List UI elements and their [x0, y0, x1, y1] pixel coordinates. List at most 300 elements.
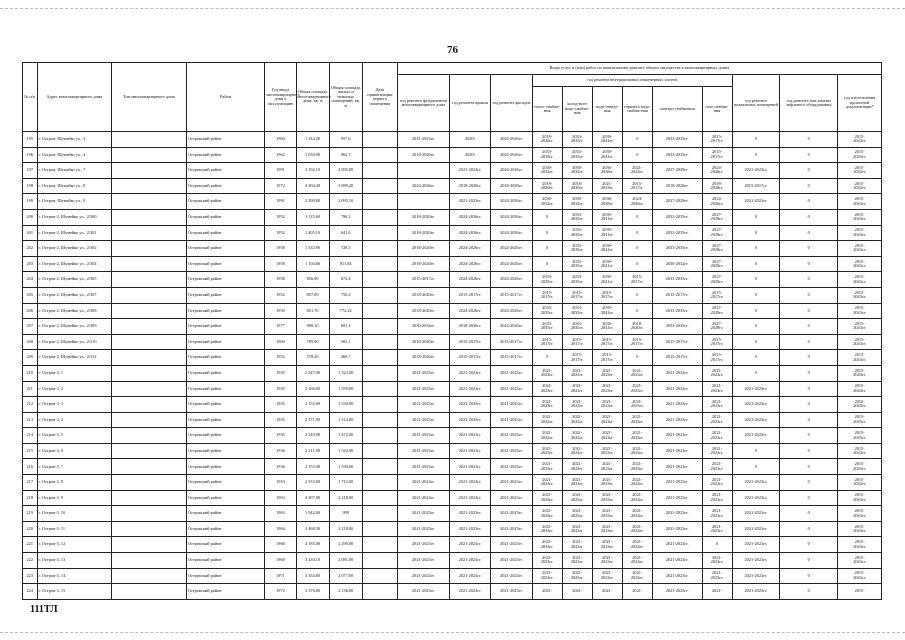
cell-total-area: 578,20 [296, 350, 329, 366]
cell-sewer: 2036- 2038гг. [592, 194, 622, 210]
cell-num: 220 [23, 521, 38, 537]
cell-district: Островский район [186, 225, 265, 241]
cell-gas: 2027- 2029гг. [702, 319, 732, 335]
cell-hot-water: 0 [622, 303, 652, 319]
cell-privatization [362, 350, 397, 366]
cell-basements: 2015-2017гг. [732, 178, 780, 194]
cell-num: 207 [23, 319, 38, 335]
cell-address: г. Остров-3, 5 [37, 428, 112, 444]
cell-address: г. Остров-3, 12 [37, 537, 112, 553]
cell-district: Островский район [186, 568, 265, 584]
cell-sewer: 2021- 2023гг. [592, 178, 622, 194]
cell-cold-water: 2021- 2023гг. [562, 397, 592, 413]
cell-gas: 2015- 2017гг. [702, 334, 732, 350]
cell-heating: 2015- 2017гг. [532, 334, 562, 350]
repair-schedule-table [22, 62, 882, 600]
cell-address: г. Остров-2, Шумейко ул., 2/310 [37, 334, 112, 350]
cell-total-area: 2 533,00 [296, 475, 329, 491]
cell-num: 208 [23, 334, 38, 350]
cell-foundation: 2021-2023гг. [398, 584, 450, 600]
cell-electric: 2015-2017гг. [652, 350, 702, 366]
cell-heating: 2015- 2017гг. [532, 287, 562, 303]
cell-year: 1966 [265, 537, 296, 553]
cell-year: 1960 [265, 334, 296, 350]
cell-electric: 2021-2023гг. [652, 428, 702, 444]
cell-heating: 2021- 2023гг. [532, 506, 562, 522]
cell-sewer: 2021- 2023гг. [592, 537, 622, 553]
cell-type [112, 412, 187, 428]
cell-cold-water: 2021- 2023гг. [562, 506, 592, 522]
cell-district: Островский район [186, 147, 265, 163]
cell-num: 221 [23, 537, 38, 553]
cell-pkd: 2015- 2043гг. [838, 303, 882, 319]
cell-basements: 2021-2023гг. [732, 490, 780, 506]
cell-basements: 0 [732, 443, 780, 459]
cell-facade: 2021-2023гг. [491, 365, 532, 381]
col-header-electric: электро-снабжения [652, 87, 702, 132]
cell-year: 1964 [265, 132, 296, 148]
cell-hot-water: 2021- 2023гг. [622, 537, 652, 553]
cell-year: 1935 [265, 365, 296, 381]
table-row [23, 428, 882, 444]
cell-num: 205 [23, 287, 38, 303]
col-header-elevator: год ремонта или замены лифтового оборудования [780, 75, 838, 132]
cell-living-area: 681,1 [329, 319, 362, 335]
cell-total-area: 2 155,00 [296, 397, 329, 413]
cell-foundation: 2021-2023гг. [398, 521, 450, 537]
cell-pkd: 2015- 2043гг. [838, 537, 882, 553]
cell-roof: 2015-2017гг. [449, 334, 490, 350]
cell-living-area: 565,1 [329, 334, 362, 350]
cell-cold-water: 2021- 2023гг. [562, 568, 592, 584]
cell-cold-water: 2021- 2023гг. [562, 475, 592, 491]
col-header-roof: год ремонта крыши [449, 75, 490, 132]
cell-num: 204 [23, 272, 38, 288]
col-header-year: Год ввода многоквартирного дома в эксплуатацию [265, 63, 296, 132]
cell-type [112, 334, 187, 350]
cell-pkd: 2015- 2043гг. [838, 256, 882, 272]
cell-heating: 2030- 2032гг. [532, 163, 562, 179]
cell-elevator: 0 [780, 287, 838, 303]
cell-foundation: 2018-2020гг. [398, 147, 450, 163]
cell-basements: 0 [732, 132, 780, 148]
cell-facade: 2024-2026гг. [491, 241, 532, 257]
cell-hot-water: 2021- 2023гг. [622, 163, 652, 179]
cell-privatization [362, 132, 397, 148]
cell-facade: 2024-2026гг. [491, 256, 532, 272]
cell-facade: 2021-2023гг. [491, 537, 532, 553]
cell-heating: 2021- 2023гг. [532, 397, 562, 413]
cell-hot-water: 2021- 2023гг. [622, 443, 652, 459]
cell-electric: 2033-2035гг. [652, 303, 702, 319]
cell-cold-water: 2021- 2023гг. [562, 443, 592, 459]
cell-sewer: 2015- 2017гг. [592, 334, 622, 350]
cell-type [112, 287, 187, 303]
cell-elevator: 0 [780, 553, 838, 569]
cell-electric: 2021-2023гг. [652, 412, 702, 428]
cell-gas: 2018- 2020гг. [702, 178, 732, 194]
cell-year: 1991 [265, 163, 296, 179]
cell-year: 1952 [265, 287, 296, 303]
col-header-works-group: Виды услуг и (или) работ по капитальному ремонту общего имущества в многоквартирных домах [398, 63, 882, 75]
cell-num: 200 [23, 209, 38, 225]
cell-sewer: 2021- 2023гг. [592, 475, 622, 491]
cell-heating: 2018- 2020гг. [532, 132, 562, 148]
cell-basements: 2021-2023гг. [732, 568, 780, 584]
cell-elevator: 0 [780, 303, 838, 319]
cell-district: Островский район [186, 287, 265, 303]
cell-roof: 2021-2023гг. [449, 443, 490, 459]
cell-hot-water: 0 [622, 225, 652, 241]
cell-facade: 2021-2023гг. [491, 428, 532, 444]
cell-foundation: 2018-2020гг. [398, 303, 450, 319]
cell-total-area: 4 307,00 [296, 490, 329, 506]
table-row [23, 506, 882, 522]
cell-sewer: 2021- 2023гг. [592, 568, 622, 584]
cell-heating: 2021- 2023гг. [532, 490, 562, 506]
cell-roof: 2024-2026гг. [449, 272, 490, 288]
cell-basements: 2021-2023гг. [732, 475, 780, 491]
cell-heating: 2021- 2023гг. [532, 443, 562, 459]
cell-gas: 2015- 2017гг. [702, 350, 732, 366]
cell-district: Островский район [186, 334, 265, 350]
cell-elevator: 0 [780, 319, 838, 335]
cell-address: г. Остров-2, Шумейко ул., 2/300 [37, 209, 112, 225]
cell-hot-water: 2015- 2017гг. [622, 334, 652, 350]
cell-num: 199 [23, 194, 38, 210]
cell-roof: 2021-2023гг. [449, 381, 490, 397]
cell-foundation: 2018-2020гг. [398, 334, 450, 350]
cell-num: 196 [23, 147, 38, 163]
cell-num: 215 [23, 443, 38, 459]
cell-basements: 2021-2023гг. [732, 428, 780, 444]
cell-type [112, 459, 187, 475]
cell-num: 214 [23, 428, 38, 444]
cell-pkd: 2015- 2043гг. [838, 490, 882, 506]
cell-heating: 2021- 2023гг. [532, 428, 562, 444]
cell-address: г. Остров-2, Шумейко ул., 2/307 [37, 287, 112, 303]
cell-cold-water: 2033- 2035гг. [562, 272, 592, 288]
cell-living-area: 2 136,00 [329, 584, 362, 600]
cell-district: Островский район [186, 209, 265, 225]
cell-district: Островский район [186, 178, 265, 194]
cell-num: 217 [23, 475, 38, 491]
cell-address: г. Остров-2, Шумейко ул., 2/309 [37, 319, 112, 335]
cell-address: г. Остров, Шумейко ул., 9 [37, 194, 112, 210]
cell-privatization [362, 365, 397, 381]
cell-address: г. Остров-3, 6 [37, 443, 112, 459]
cell-electric: 2021-2023гг. [652, 443, 702, 459]
cell-pkd: 2013- 2043гг. [838, 350, 882, 366]
cell-elevator: 0 [780, 147, 838, 163]
cell-heating: 0 [532, 225, 562, 241]
cell-year: 1991 [265, 194, 296, 210]
cell-cold-water: 2021- [562, 584, 592, 600]
cell-foundation: 2018-2020гг. [398, 209, 450, 225]
cell-elevator: 0 [780, 132, 838, 148]
cell-pkd: 2015- 2043гг. [838, 287, 882, 303]
cell-electric: 2033-2035гг. [652, 225, 702, 241]
table-row [23, 584, 882, 600]
table-row [23, 537, 882, 553]
cell-year: 1972 [265, 584, 296, 600]
table-row [23, 475, 882, 491]
cell-sewer: 2021- 2023гг. [592, 521, 622, 537]
cell-privatization [362, 521, 397, 537]
cell-year: 1935 [265, 397, 296, 413]
cell-total-area: 856,90 [296, 272, 329, 288]
cell-living-area: 2 095,10 [329, 194, 362, 210]
cell-gas: 2021- 2023гг. [702, 443, 732, 459]
cell-electric: 2015-2017гг. [652, 287, 702, 303]
cell-electric: 2021-2023гг. [652, 568, 702, 584]
cell-living-area: 3 989,20 [329, 178, 362, 194]
cell-sewer: 2021- 2023гг. [592, 490, 622, 506]
cell-pkd: 2015- 2043гг. [838, 568, 882, 584]
cell-roof: 2021-2023гг. [449, 568, 490, 584]
cell-hot-water: 2021- 2023гг. [622, 412, 652, 428]
cell-address: г. Остров-3, 1 [37, 365, 112, 381]
cell-gas: 2021- 2023гг. [702, 568, 732, 584]
cell-privatization [362, 178, 397, 194]
cell-sewer: 2039- 2041гг. [592, 272, 622, 288]
cell-gas: 0 [702, 537, 732, 553]
cell-privatization [362, 568, 397, 584]
cell-heating: 2021- 2023гг. [532, 475, 562, 491]
cell-elevator: 0 [780, 194, 838, 210]
cell-cold-water: 2021- 2023гг. [562, 365, 592, 381]
cell-roof: 2024-2026гг. [449, 303, 490, 319]
cell-basements: 0 [732, 272, 780, 288]
cell-privatization [362, 194, 397, 210]
cell-roof: 2015-2017гг. [449, 350, 490, 366]
cell-cold-water: 2021- 2023гг. [562, 412, 592, 428]
cell-electric: 2027-2029гг. [652, 194, 702, 210]
cell-facade: 2024-2026гг. [491, 319, 532, 335]
cell-year: 1935 [265, 381, 296, 397]
table-row [23, 521, 882, 537]
cell-foundation: 2021-2023гг. [398, 568, 450, 584]
cell-privatization [362, 553, 397, 569]
cell-gas: 2021- 2023гг. [702, 506, 732, 522]
cell-cold-water: 2033- 2035гг. [562, 147, 592, 163]
cell-address: г. Остров, Шумейко ул., 4 [37, 147, 112, 163]
cell-gas: 2021- 2023гг. [702, 397, 732, 413]
cell-district: Островский район [186, 412, 265, 428]
cell-address: г. Остров-3, 9 [37, 490, 112, 506]
table-row [23, 350, 882, 366]
cell-electric: 2021-2023гг. [652, 490, 702, 506]
cell-year: 1936 [265, 459, 296, 475]
cell-address: г. Остров-2, Шумейко ул., 2/312 [37, 350, 112, 366]
cell-address: г. Остров, Шумейко ул., 7 [37, 163, 112, 179]
cell-heating: 2021- 2023гг. [532, 537, 562, 553]
cell-address: г. Остров-3, 2 [37, 381, 112, 397]
cell-living-area: 2 290,00 [329, 537, 362, 553]
cell-num: 218 [23, 490, 38, 506]
cell-pkd: 2015- [838, 584, 882, 600]
cell-cold-water: 2018- 2020гг. [562, 178, 592, 194]
cell-district: Островский район [186, 256, 265, 272]
cell-sewer: 2021- 2023гг. [592, 459, 622, 475]
cell-type [112, 241, 187, 257]
cell-cold-water: 2033- 2035гг. [562, 319, 592, 335]
cell-num: 216 [23, 459, 38, 475]
cell-num: 202 [23, 241, 38, 257]
cell-gas: 2021- 2023гг. [702, 475, 732, 491]
cell-heating: 0 [532, 209, 562, 225]
cell-cold-water: 2033- 2035гг. [562, 256, 592, 272]
cell-district: Островский район [186, 475, 265, 491]
cell-type [112, 163, 187, 179]
cell-electric: 2018-2020гг. [652, 178, 702, 194]
cell-heating: 2021- 2023гг. [532, 459, 562, 475]
cell-type [112, 428, 187, 444]
table-row [23, 412, 882, 428]
cell-total-area: 1 104,60 [296, 256, 329, 272]
cell-living-area: 1 712,00 [329, 475, 362, 491]
cell-district: Островский район [186, 319, 265, 335]
cell-num: 213 [23, 412, 38, 428]
cell-foundation: 2021-2023гг. [398, 490, 450, 506]
cell-pkd: 2015- 2043гг. [838, 272, 882, 288]
cell-gas: 2021- 2023гг. [702, 553, 732, 569]
cell-sewer: 2021- 2023гг. [592, 412, 622, 428]
cell-num: 224 [23, 584, 38, 600]
cell-sewer: 2039- 2041гг. [592, 209, 622, 225]
cell-district: Островский район [186, 537, 265, 553]
cell-privatization [362, 428, 397, 444]
cell-privatization [362, 381, 397, 397]
table-row [23, 397, 882, 413]
cell-gas: 2027- 2029гг. [702, 209, 732, 225]
cell-facade: 2015-2017гг. [491, 287, 532, 303]
cell-facade: 2021-2023гг. [491, 506, 532, 522]
cell-roof: 2024-2026гг. [449, 225, 490, 241]
cell-living-area: 2 218,00 [329, 490, 362, 506]
cell-type [112, 553, 187, 569]
cell-hot-water: 2021- 2023гг. [622, 506, 652, 522]
cell-privatization [362, 490, 397, 506]
cell-foundation: 2018-2020гг. [398, 256, 450, 272]
cell-basements: 2021-2023гг. [732, 584, 780, 600]
cell-basements: 0 [732, 225, 780, 241]
cell-district: Островский район [186, 397, 265, 413]
cell-total-area: 1 115,60 [296, 209, 329, 225]
cell-pkd: 2015- 2043гг. [838, 521, 882, 537]
table-row [23, 225, 882, 241]
cell-living-area: 672,4 [329, 272, 362, 288]
cell-gas: 2021- 2023гг. [702, 521, 732, 537]
cell-electric: 2033-2035гг. [652, 209, 702, 225]
cell-hot-water: 2018- 2020гг. [622, 319, 652, 335]
cell-heating: 2033- 2035гг. [532, 319, 562, 335]
cell-basements: 0 [732, 209, 780, 225]
cell-sewer: 2039- 2041гг. [592, 303, 622, 319]
cell-electric: 2030-2032гг. [652, 256, 702, 272]
cell-elevator: 0 [780, 225, 838, 241]
cell-hot-water: 2021- 2023гг. [622, 553, 652, 569]
cell-district: Островский район [186, 490, 265, 506]
cell-living-area: 2 095,00 [329, 163, 362, 179]
cell-roof: 2024-2026гг. [449, 241, 490, 257]
cell-total-area: 2 171,00 [296, 412, 329, 428]
col-header-systems-group: год ремонта внутридомовых инженерных систем [532, 75, 732, 87]
cell-district: Островский район [186, 365, 265, 381]
cell-district: Островский район [186, 303, 265, 319]
cell-heating: 2021- 2023гг. [532, 521, 562, 537]
cell-year: 1972 [265, 178, 296, 194]
cell-total-area: 1 344,20 [296, 132, 329, 148]
cell-roof: 2020/ [449, 132, 490, 148]
cell-year: 1952 [265, 350, 296, 366]
cell-electric: 2015-2017гг. [652, 334, 702, 350]
col-header-facade: год ремонта фасадов [491, 75, 532, 132]
cell-elevator: 0 [780, 537, 838, 553]
cell-cold-water: 2030- 2032гг. [562, 194, 592, 210]
cell-sewer: 2039- 2041гг. [592, 319, 622, 335]
cell-district: Островский район [186, 459, 265, 475]
cell-gas: 2015- 2017гг. [702, 287, 732, 303]
cell-living-area: 999 [329, 506, 362, 522]
cell-foundation: 2021-2023гг. [398, 428, 450, 444]
cell-hot-water: 2021- 2023гг. [622, 397, 652, 413]
cell-total-area: 2 547,00 [296, 365, 329, 381]
cell-basements: 0 [732, 319, 780, 335]
cell-pkd: 2015- 2043гг. [838, 194, 882, 210]
cell-address: г. Остров-3, 14 [37, 568, 112, 584]
cell-living-area: 1 514,00 [329, 412, 362, 428]
cell-num: 210 [23, 365, 38, 381]
cell-heating: 2021- 2023гг. [532, 412, 562, 428]
cell-foundation: 2024-2026гг. [398, 178, 450, 194]
cell-district: Островский район [186, 553, 265, 569]
table-row [23, 381, 882, 397]
cell-basements: 2021-2023гг. [732, 537, 780, 553]
cell-roof: 2020/ [449, 147, 490, 163]
cell-elevator: 0 [780, 506, 838, 522]
cell-heating: 2030- 2032гг. [532, 194, 562, 210]
cell-elevator: 0 [780, 412, 838, 428]
cell-hot-water: 2015- 2017гг. [622, 272, 652, 288]
cell-year: 1952 [265, 209, 296, 225]
cell-basements: 0 [732, 241, 780, 257]
cell-pkd: 2015- 2043гг. [838, 241, 882, 257]
cell-total-area: 3 354,80 [296, 568, 329, 584]
cell-electric: 2021-2023гг. [652, 506, 702, 522]
cell-total-area: 785,90 [296, 334, 329, 350]
cell-foundation: 2021-2023гг. [398, 459, 450, 475]
cell-foundation: 2021-2023гг. [398, 365, 450, 381]
cell-roof: 2021-2023гг. [449, 459, 490, 475]
cell-type [112, 443, 187, 459]
cell-num: 211 [23, 381, 38, 397]
table-row [23, 319, 882, 335]
cell-gas: 2024- 2026гг. [702, 194, 732, 210]
cell-facade: 2018-2020гг. [491, 178, 532, 194]
cell-basements: 0 [732, 147, 780, 163]
cell-elevator: 0 [780, 334, 838, 350]
cell-total-area: 3 192,10 [296, 163, 329, 179]
cell-living-area: 2 081,00 [329, 553, 362, 569]
cell-type [112, 381, 187, 397]
cell-district: Островский район [186, 381, 265, 397]
cell-year: 1935 [265, 428, 296, 444]
cell-year: 1958 [265, 241, 296, 257]
table-body [23, 132, 882, 600]
cell-address: г. Остров-3, 10 [37, 506, 112, 522]
cell-year: 1971 [265, 568, 296, 584]
